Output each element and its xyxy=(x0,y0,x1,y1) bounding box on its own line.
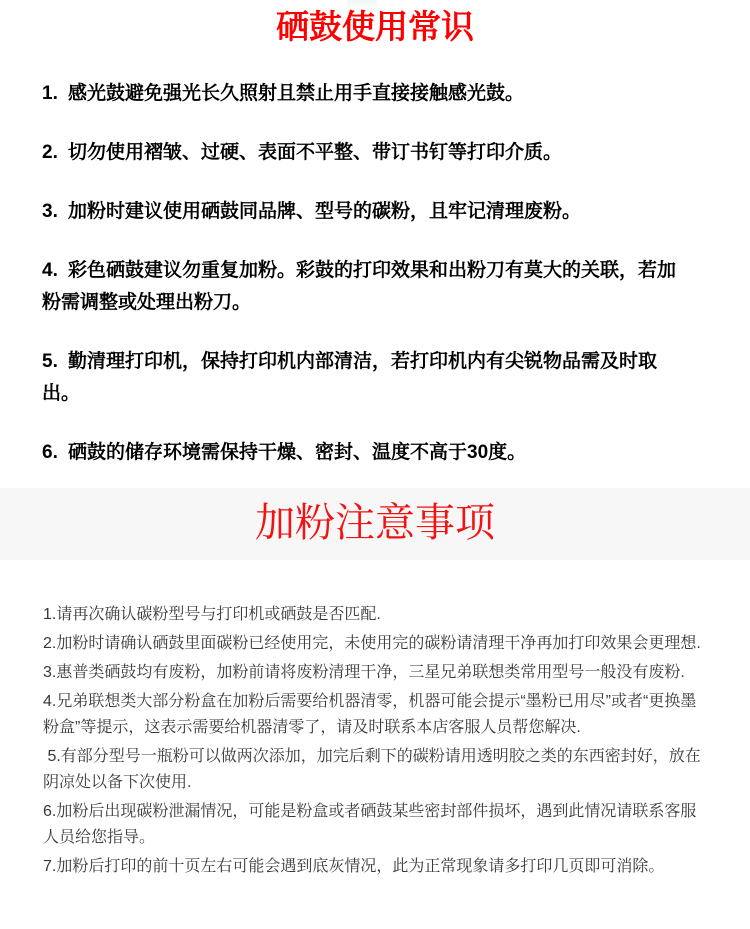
notice-item: 6.加粉后出现碳粉泄漏情况，可能是粉盒或者硒鼓某些密封部件损坏，遇到此情况请联系客服人员给您指导。 xyxy=(43,803,697,846)
tip-item-number: 1. xyxy=(42,83,58,104)
usage-tip-item xyxy=(42,137,692,169)
notice-item: 3.惠普类硒鼓均有废粉，加粉前请将废粉清理干净，三星兄弟联想类常用型号一般没有废粉. xyxy=(43,664,685,681)
notice-item: 2.加粉时请确认硒鼓里面碳粉已经使用完，未使用完的碳粉请清理干净再加打印效果会更理想. xyxy=(43,635,701,652)
usage-tip-item xyxy=(42,255,692,319)
tip-item-text: 硒鼓的储存环境需保持干燥、密封、温度不高于30度。 xyxy=(68,442,527,463)
usage-tip-item xyxy=(42,78,692,110)
notice-item: 5.有部分型号一瓶粉可以做两次添加，加完后剩下的碳粉请用透明胶之类的东西密封好，放在阴凉处以备下次使用. xyxy=(43,748,701,791)
refill-notice-list xyxy=(43,602,703,883)
tip-item-text: 加粉时建议使用硒鼓同品牌、型号的碳粉，且牢记清理废粉。 xyxy=(68,201,582,222)
usage-tips-list xyxy=(42,78,692,496)
tip-item-number: 3. xyxy=(42,201,58,222)
tip-item-number: 2. xyxy=(42,142,58,163)
notice-item: 1.请再次确认碳粉型号与打印机或硒鼓是否匹配. xyxy=(43,606,381,623)
usage-tip-item xyxy=(42,437,692,469)
usage-tip-item xyxy=(42,196,692,228)
usage-tip-item xyxy=(42,346,692,410)
notice-item: 7.加粉后打印的前十页左右可能会遇到底灰情况，此为正常现象请多打印几页即可消除。 xyxy=(43,858,665,875)
tip-item-text: 切勿使用褶皱、过硬、表面不平整、带订书钉等打印介质。 xyxy=(68,142,563,163)
section2-title: 加粉注意事项 xyxy=(255,501,495,545)
tip-item-number: 5. xyxy=(42,351,58,372)
notice-item: 4.兄弟联想类大部分粉盒在加粉后需要给机器清零，机器可能会提示“墨粉已用尽”或者“更换墨粉盒”等提示，这表示需要给机器清零了，请及时联系本店客服人员帮您解决. xyxy=(43,693,697,736)
tip-item-text: 彩色硒鼓建议勿重复加粉。彩鼓的打印效果和出粉刀有莫大的关联，若加粉需调整或处理出粉刀。 xyxy=(42,260,677,313)
tip-item-number: 4. xyxy=(42,260,58,281)
tip-item-text: 感光鼓避免强光长久照射且禁止用手直接接触感光鼓。 xyxy=(68,83,525,104)
notice-title-band xyxy=(0,488,750,560)
tip-item-number: 6. xyxy=(42,442,58,463)
tip-item-text: 勤清理打印机，保持打印机内部清洁，若打印机内有尖锐物品需及时取出。 xyxy=(42,351,658,404)
section1-title: 硒鼓使用常识 xyxy=(276,8,474,45)
